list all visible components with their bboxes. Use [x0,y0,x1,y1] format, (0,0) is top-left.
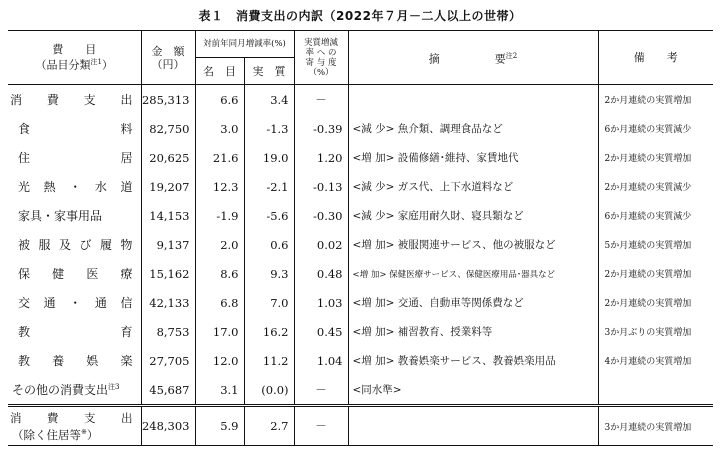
row-amount: 15,162 [141,259,195,288]
row-nominal: 21.6 [195,143,244,172]
row-real: -2.1 [244,172,294,201]
row-contribution: 0.48 [294,259,348,288]
row-nominal: 5.9 [195,406,244,446]
row-contribution: 0.02 [294,230,348,259]
row-real: (0.0) [244,375,294,406]
row-summary: <減 少> 家庭用耐久財、寝具類など [348,201,598,230]
header-summary [348,31,598,85]
row-remarks: 3か月ぶりの実質増加 [604,328,692,338]
row-real: -5.6 [244,201,294,230]
row-summary: <同水準> [348,375,598,406]
row-nominal: 8.6 [195,259,244,288]
row-contribution: 1.20 [294,143,348,172]
table-row [8,201,713,230]
table-row [8,143,713,172]
row-name: 被 服 及 び 履 物 [8,230,141,259]
header-amount-label: 金 額 [151,44,185,58]
row-name: 食 料 [8,114,141,143]
row-contribution: － [294,85,348,115]
row-summary: <増 加> 教養娯楽サービス、教養娯楽用品 [348,346,598,375]
row-remarks: 2か月連続の実質増加 [604,299,692,309]
row-name: 住 居 [8,143,141,172]
row-contribution: -0.30 [294,201,348,230]
row-remarks: 6か月連続の実質減少 [604,212,692,222]
row-nominal: 6.6 [195,85,244,115]
header-item-sub: （品目分類 [35,58,91,72]
row-amount: 45,687 [141,375,195,406]
header-summary-note: 注2 [505,51,518,60]
header-item-label: 費 目 [52,43,97,57]
row-real: 2.7 [244,406,294,446]
row-amount: 20,625 [141,143,195,172]
row-remarks [598,375,713,406]
row-remarks: 3か月連続の実質増加 [604,422,692,433]
row-summary: <増 加> 設備修繕･維持、家賃地代 [348,143,598,172]
row-amount: 19,207 [141,172,195,201]
table-row [8,317,713,346]
row-nominal: -1.9 [195,201,244,230]
row-real: 11.2 [244,346,294,375]
row-contribution: -0.39 [294,114,348,143]
header-yoy-group: 対前年同月増減率(%) [195,31,294,58]
row-nominal: 6.8 [195,288,244,317]
table-row [8,346,713,375]
row-real: 16.2 [244,317,294,346]
row-real: 3.4 [244,85,294,115]
row-amount: 14,153 [141,201,195,230]
header-row-1 [8,31,713,58]
row-nominal: 3.1 [195,375,244,406]
row-contribution: 1.03 [294,288,348,317]
row-amount: 42,133 [141,288,195,317]
header-item [8,31,141,85]
row-amount: 285,313 [141,85,195,115]
row-real: -1.3 [244,114,294,143]
table-row [8,259,713,288]
row-name-note: 注3 [108,383,120,391]
row-summary [348,406,598,446]
header-contrib-4: （%） [308,67,334,78]
row-name: 交 通 ・ 通 信 [8,288,141,317]
row-name: 保 健 医 療 [8,259,141,288]
row-nominal: 2.0 [195,230,244,259]
row-summary: <増 加> 被服関連サービス、他の被服など [348,230,598,259]
table-row [8,375,713,406]
row-contribution: 1.04 [294,346,348,375]
table-row [8,85,713,115]
row-amount: 27,705 [141,346,195,375]
row-name: 家具・家事用品 [8,201,141,230]
row-contribution: － [294,406,348,446]
row-name: その他の消費支出$^{注3}$ [8,375,141,406]
header-contribution [294,31,348,85]
row-name: 光 熱 ・ 水 道 [8,172,141,201]
row-real: 7.0 [244,288,294,317]
row-nominal: 12.0 [195,346,244,375]
row-nominal: 3.0 [195,114,244,143]
row-remarks: 5か月連続の実質増加 [604,241,692,251]
header-nominal: 名 目 [195,58,244,85]
row-remarks: 6か月連続の実質減少 [604,125,692,135]
row-real: 19.0 [244,143,294,172]
header-amount [141,31,195,85]
row-remarks: 2か月連続の実質増加 [604,270,692,280]
row-name: 教 養 娯 楽 [8,346,141,375]
row-summary: <減 少> 魚介類、調理食品など [348,114,598,143]
table-row [8,114,713,143]
header-remarks: 備 考 [598,31,713,85]
row-summary: <増 加> 補習教育、授業料等 [348,317,598,346]
row-contribution: -0.13 [294,172,348,201]
row-nominal: 17.0 [195,317,244,346]
header-item-sub-close: ） [101,58,113,72]
row-nominal: 12.3 [195,172,244,201]
table-row [8,230,713,259]
expenditure-table [8,30,713,446]
header-summary-label: 摘 要 [428,52,506,66]
row-amount: 8,753 [141,317,195,346]
row-real: 9.3 [244,259,294,288]
row-summary [348,85,598,115]
row-remarks: 4か月連続の実質増加 [604,357,692,367]
header-real: 実 質 [244,58,294,85]
table-row [8,288,713,317]
row-remarks: 2か月連続の実質増加 [604,154,692,164]
table-row-total-ex-housing [8,406,713,446]
row-name: 消 費 支 出 （除く住居等※） [8,406,141,446]
row-contribution: － [294,375,348,406]
table-row [8,172,713,201]
row-name-note: ※ [81,427,87,436]
row-name: 消 費 支 出 [8,85,141,115]
row-amount: 248,303 [141,406,195,446]
row-summary: <増 加> 保健医療サービス、保健医療用品･器具など [348,259,598,288]
row-remarks: 2か月連続の実質増加 [604,96,692,106]
header-item-note: 注1 [90,58,102,67]
table-title: 表１ 消費支出の内訳（2022年７月－二人以上の世帯） [198,9,522,23]
row-contribution: 0.45 [294,317,348,346]
row-summary: <減 少> ガス代、上下水道料など [348,172,598,201]
header-contrib-1: 実質増減 [303,37,338,48]
row-summary: <増 加> 交通、自動車等関係費など [348,288,598,317]
header-contrib-2: 率 へ の [305,47,337,58]
row-amount: 9,137 [141,230,195,259]
row-name: 教 育 [8,317,141,346]
header-contrib-3: 寄 与 度 [305,57,337,68]
row-amount: 82,750 [141,114,195,143]
row-remarks: 2か月連続の実質減少 [604,183,692,193]
header-amount-unit: （円） [151,57,185,71]
row-real: 0.6 [244,230,294,259]
